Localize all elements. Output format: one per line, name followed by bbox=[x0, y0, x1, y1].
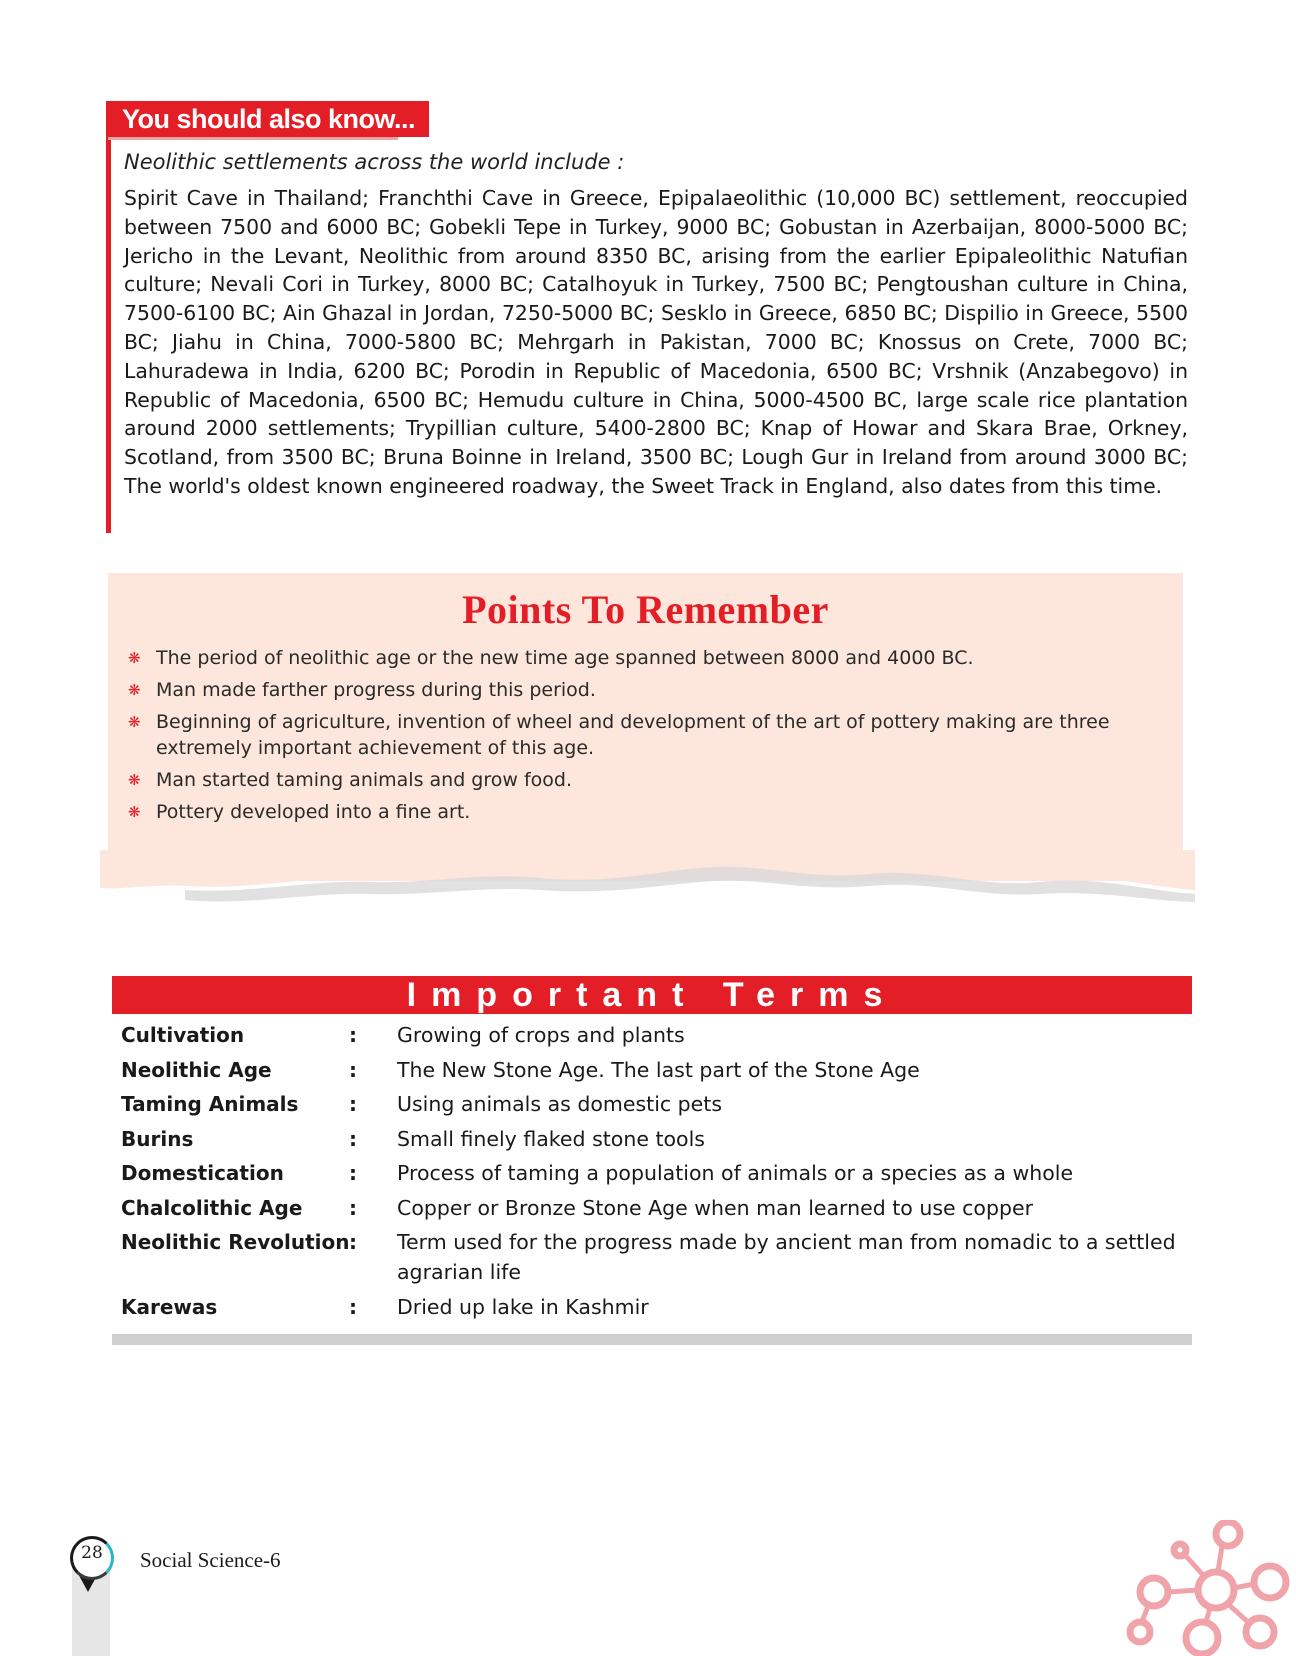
term-separator: : bbox=[349, 1195, 357, 1220]
terms-table bbox=[121, 1020, 1191, 1326]
term-name: Burins bbox=[121, 1126, 194, 1151]
points-list bbox=[128, 645, 1173, 831]
flower-bullet-icon: ❋ bbox=[128, 681, 141, 699]
term-name: Cultivation bbox=[121, 1023, 245, 1047]
term-separator: : bbox=[349, 1230, 357, 1254]
term-row bbox=[121, 1227, 1191, 1287]
term-row bbox=[121, 1124, 1191, 1154]
term-definition: Term used for the progress made by ancient man from nomadic to a settled agrarian life bbox=[397, 1230, 1176, 1284]
term-row bbox=[121, 1158, 1191, 1188]
term-name: Neolithic Revolution bbox=[121, 1230, 350, 1254]
points-item-text: Beginning of agriculture, invention of wheel and development of the art of pottery making are three extremely important achievement of this age. bbox=[156, 711, 1110, 759]
term-definition: Copper or Bronze Stone Age when man learned to use copper bbox=[397, 1195, 1034, 1220]
term-row bbox=[121, 1193, 1191, 1223]
points-item bbox=[128, 767, 1173, 793]
term-definition: Dried up lake in Kashmir bbox=[397, 1294, 649, 1319]
term-definition: Process of taming a population of animals or a species as a whole bbox=[397, 1161, 1074, 1185]
know-body: Spirit Cave in Thailand; Franchthi Cave in Greece, Epipalaeolithic (10,000 BC) settlement, reoccupied between 7500 and 6000 BC; Gobekli Tepe in Turkey, 9000 BC; Gobustan in Azerbaijan, 8000-5000 BC; Jericho in the Levant, Neolithic from around 8350 BC, arising from the earlier Epipaleolithic Natufian culture; Nevali Cori in Turkey, 8000 BC; Catalhoyuk in Turkey, 7500 BC; Pengtoushan culture in China, 7500-6100 BC; Ain Ghazal in Jordan, 7250-5000 BC; Sesklo in Greece, 6850 BC; Dispilio in Greece, 5500 BC; Jiahu in China, 7000-5800 BC; Mehrgarh in Pakistan, 7000 BC; Knossus on Crete, 7000 BC; Lahuradewa in India, 6200 BC; Porodin in Republic of Macedonia, 6500 BC; Vrshnik (Anzabegovo) in Republic of Macedonia, 6500 BC; Hemudu culture in China, 5000-4500 BC, large scale rice plantation around 2000 settlements; Trypillian culture, 5400-2800 BC; Knap of Howar and Skara Brae, Orkney, Scotland, from 3500 BC; Bruna Boinne in Ireland, 3500 BC; Lough Gur in Ireland from around 3000 BC; The world's oldest known engineered roadway, the Sweet Track in England, also dates from this time. bbox=[124, 186, 1188, 498]
term-separator: : bbox=[349, 1023, 357, 1047]
term-row bbox=[121, 1292, 1191, 1322]
flower-bullet-icon: ❋ bbox=[128, 803, 141, 821]
know-intro: Neolithic settlements across the world include : bbox=[124, 150, 625, 174]
terms-header: Important Terms bbox=[112, 976, 1192, 1014]
points-item bbox=[128, 645, 1173, 671]
term-definition: Growing of crops and plants bbox=[397, 1023, 685, 1047]
points-item bbox=[128, 709, 1173, 761]
term-separator: : bbox=[349, 1126, 357, 1151]
term-row bbox=[121, 1020, 1191, 1050]
term-name: Neolithic Age bbox=[121, 1057, 272, 1082]
term-name: Chalcolithic Age bbox=[121, 1195, 303, 1220]
points-item bbox=[128, 799, 1173, 825]
term-row bbox=[121, 1055, 1191, 1085]
term-name: Karewas bbox=[121, 1294, 218, 1319]
points-item-text: The period of neolithic age or the new time age spanned between 8000 and 4000 BC. bbox=[156, 647, 974, 669]
know-box-border bbox=[106, 101, 111, 533]
term-name: Domestication bbox=[121, 1161, 284, 1185]
term-separator: : bbox=[349, 1092, 357, 1116]
term-definition: Small finely flaked stone tools bbox=[397, 1126, 705, 1151]
points-title: Points To Remember bbox=[462, 587, 829, 632]
points-card-torn-edge bbox=[100, 850, 1195, 920]
term-separator: : bbox=[349, 1294, 357, 1319]
bubbles-decoration-icon bbox=[1120, 1520, 1296, 1656]
terms-bottom-rule bbox=[112, 1334, 1192, 1345]
page-number: 28 bbox=[81, 1543, 103, 1563]
term-row bbox=[121, 1089, 1191, 1119]
term-name: Taming Animals bbox=[121, 1092, 299, 1116]
term-separator: : bbox=[349, 1057, 357, 1082]
flower-bullet-icon: ❋ bbox=[128, 713, 141, 731]
term-separator: : bbox=[349, 1161, 357, 1185]
points-item-text: Pottery developed into a fine art. bbox=[156, 801, 471, 823]
points-item-text: Man made farther progress during this period. bbox=[156, 679, 596, 701]
points-item bbox=[128, 677, 1173, 703]
term-definition: Using animals as domestic pets bbox=[397, 1092, 723, 1116]
points-item-text: Man started taming animals and grow food. bbox=[156, 769, 572, 791]
book-title: Social Science-6 bbox=[140, 1548, 281, 1572]
term-definition: The New Stone Age. The last part of the Stone Age bbox=[397, 1057, 920, 1082]
know-heading-shadow bbox=[108, 137, 398, 140]
flower-bullet-icon: ❋ bbox=[128, 771, 141, 789]
flower-bullet-icon: ❋ bbox=[128, 649, 141, 667]
know-box-heading: You should also know... bbox=[108, 101, 429, 137]
